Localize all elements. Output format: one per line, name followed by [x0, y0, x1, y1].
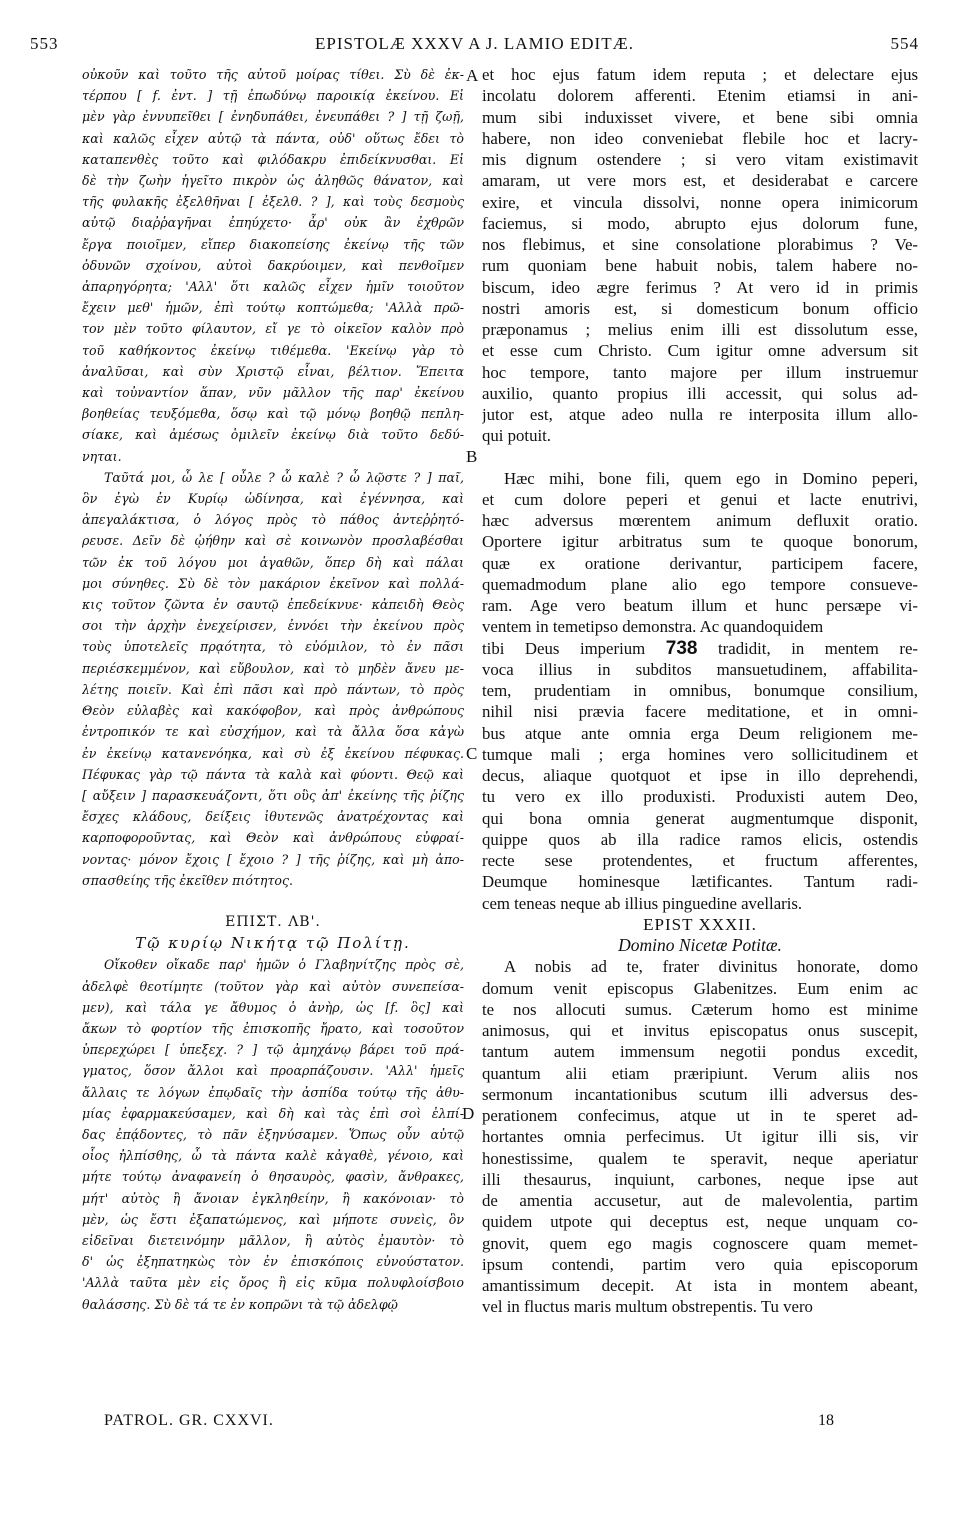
text-line: vel in fluctus maris multum obstrepentis. Tu vero: [482, 1297, 813, 1317]
text-line: τοῦ καθήκοντος ἐκείνῳ τιθέμεθα. 'Εκείνῳ γὰρ τὸ: [82, 342, 464, 358]
text-line: ἀναλῦσαι, καὶ σὺν Χριστῷ εἶναι, βέλτιον. Ἔπειτα: [82, 363, 464, 379]
text-line: hortantes omnia perfecimus. Ut igitur illi sis, vir: [482, 1127, 918, 1147]
section-marker-a: A: [466, 66, 479, 85]
line-text: tibi Deus imperium: [482, 638, 646, 658]
text-line: ἀδελφὲ θεοτίμητε (τοῦτον γὰρ καὶ αὐτὸν συνεπείσα-: [82, 978, 464, 994]
page-number-right: 554: [890, 34, 919, 53]
text-line: ρευσε. Δεῖν δὲ ᾠήθην καὶ σὲ κοινωνὸν προσλαβέσθαι: [82, 533, 464, 549]
latin-paragraph-2: [482, 468, 918, 638]
text-line: et esse cum Christo. Cum igitur omne adversum sit: [482, 341, 918, 361]
text-line: nostri amoris est, si domesticum bonum officio: [482, 298, 918, 318]
text-line: ἀπεγαλάκτισα, ὁ λόγος πρὸς τὸ πάθος ἀντεῤῥητό-: [82, 512, 464, 528]
text-line: rum quoniam bene habuit nobis, talem habere no-: [482, 256, 918, 276]
text-line: nos flebimus, et sine consolatione plorabimus ? Ve-: [482, 235, 918, 254]
text-line: τον μὲν τοῦτο φίλαυτον, εἴ γε τὸ οἰκεῖον καλὸν πρὸ: [82, 321, 464, 337]
text-line: ἀπαρηγόρητα; 'Αλλ' ὅτι καλῶς εἶχεν ἡμῖν τοιοῦτον: [82, 279, 464, 295]
text-line: οὐκοῦν καὶ τοῦτο τῆς αὐτοῦ μοίρας τίθει. Σὺ δὲ ἐκ-: [82, 67, 464, 82]
text-line: σοι τὴν ἀρχὴν ἐνεχείρισεν, ἐννόει τὴν ἐκείνου πρὸς: [82, 618, 464, 634]
page-number-left: 553: [30, 34, 59, 53]
text-line: cem teneas neque ab illius pinguedine avellaris.: [482, 893, 803, 913]
text-line: de amentia accusetur, aut de malevolentia, partim: [482, 1191, 918, 1210]
text-line: ὀδυνῶν σχοίνου, αὐτοὶ δακρύοιμεν, καὶ πενθοῖμεν: [82, 257, 464, 273]
latin-epistle-heading: EPIST XXXII.: [643, 914, 757, 934]
text-line: tem, prudentiam in omnibus, bonumque consilium,: [482, 681, 918, 700]
text-line: 'Αλλὰ ταῦτα μὲν εἰς ὄρος ἢ εἰς κῦμα πολυφλοίσβοιο: [82, 1275, 464, 1291]
text-line: et hoc ejus fatum idem reputa ; et delectare ejus: [482, 65, 918, 84]
greek-paragraph-1: [82, 64, 464, 467]
text-line: θαλάσσης. Σὺ δὲ τά τε ἐν κοπρῶνι τὰ τῷ ἀδελφῷ: [82, 1296, 398, 1312]
text-line: tantum autem immensum negotii pondus excedit,: [482, 1042, 918, 1062]
latin-column: [482, 64, 918, 1318]
text-line: perationem confecimus, atque ut in te speret ad-: [482, 1106, 918, 1125]
text-line: σπασθείης τῆς ἐκεῖθεν πιότητος.: [82, 872, 294, 888]
text-line: καὶ τοὐναντίον ἅπαν, νῦν μᾶλλον τῆς παρ' ἐκείνου: [82, 385, 464, 401]
text-line: domum venit episcopus Glabenitzes. Eum enim ac: [482, 978, 918, 998]
text-line: μεν), καὶ τάλα γε ἄθυμος ὁ ἀνὴρ, ὡς [f. ὃς] καὶ: [82, 999, 464, 1015]
text-line: te nos allocuti sumus. Cæterum homo est minime: [482, 999, 918, 1019]
greek-column: [82, 64, 464, 1315]
greek-paragraph-3: [82, 954, 464, 1314]
running-title: EPISTOLÆ XXXV A J. LAMIO EDITÆ.: [315, 34, 634, 53]
text-line: τοὺς ὑποτελεῖς πρᾳότητα, τὸ εὐόμιλον, τὸ ἐν πᾶσι: [82, 639, 464, 655]
spacer: [482, 447, 918, 468]
text-line: honestissime, qualem te speravit, neque aperiatur: [482, 1148, 918, 1168]
text-line: biscum, ideo ægre ferimus ? At vero id in primis: [482, 277, 918, 297]
text-line: et cum dolore peperi et genui et lacte enutrivi,: [482, 489, 918, 509]
text-line: tu vero ex illo produxisti. Produxisti autem Deo,: [482, 787, 918, 807]
text-line: καρποφοροῦντας, καὶ Θεὸν καὶ ἀνθρώπους εὐφραί-: [82, 830, 464, 846]
text-line: mis dignum ostendere ; si vero vitam existimavit: [482, 150, 918, 169]
text-line: amantissimum decepit. At ista in montem abeant,: [482, 1276, 918, 1295]
latin-addressee-heading: Domino Nicetæ Potitæ.: [618, 935, 782, 955]
text-line: νηται.: [82, 448, 122, 464]
text-line: exire, et vincula dissolvi, nonne opera inimicorum: [482, 192, 918, 212]
text-line: habere, non ideo conveniebat flebile hoc et lacry-: [482, 128, 918, 148]
text-line: incolatu dolorem afferenti. Etenim etiamsi in ani-: [482, 86, 918, 106]
text-line: ὃν ἐγὼ ἐν Κυρίῳ ὠδίνησα, καὶ ἐγέννησα, καὶ: [82, 491, 464, 507]
text-line: quæ ex oratione derivantur, participem facere,: [482, 553, 918, 573]
text-line: μήτε τούτῳ ἀναφανείη ὁ θησαυρὸς, φασὶν, ἄνθρακες,: [82, 1169, 464, 1185]
text-line: βοηθείας τευξόμεθα, ὅσῳ καὶ τῷ μόνῳ βοηθῷ πεπλη-: [82, 406, 464, 422]
text-line: ἔσχες κλάδους, δείξεις ἰθυτενῶς ἀνατρέχοντας καὶ: [82, 809, 464, 825]
text-line: τῶν ἐκ τοῦ λόγου μοι ἀγαθῶν, ὅπερ δὴ καὶ πάλαι: [82, 554, 464, 570]
text-line: quidem utpote qui deceptus est, neque unquam co-: [482, 1212, 918, 1232]
text-line: bus atque ante omnia erga Deum religionem me-: [482, 723, 918, 743]
text-line: ἄλλαις τε λόγων ἐπῳδαῖς τὴν ἀσπίδα τούτῳ τῆς ἀθυ-: [82, 1084, 464, 1100]
text-line: ram. Age vero beatum illum et hunc persæpe vi-: [482, 596, 918, 615]
text-line: ὑπερεχώρει [ ὑπεξεχ. ? ] τῷ ἀμηχάνῳ βάρει τοῦ πρά-: [82, 1042, 464, 1058]
text-line: νοντας· μόνον ἔχοις [ ἔχοιο ? ] τῆς ῥίζης, καὶ μὴ ἀπο-: [82, 851, 464, 867]
greek-paragraph-2: [82, 467, 464, 891]
text-line: ventem in temetipso demonstra. Ac quandoquidem: [482, 617, 824, 637]
text-line: qui bona omnia generat augmentumque disponit,: [482, 808, 918, 828]
text-line: τῆς φυλακῆς ἐξελθῆναι [ ἐξελθ. ? ], καὶ τοὺς δεσμοὺς: [82, 194, 464, 210]
text-line: λέτης ποιεῖν. Καὶ ἐπὶ πᾶσι καὶ πρὸ πάντων, τὸ πρὸς: [82, 681, 464, 697]
footer-page-number: 18: [818, 1412, 834, 1429]
section-marker-c: C: [466, 744, 478, 763]
text-line: ἔχειν μεθ' ἡμῶν, ἐπὶ τούτῳ κοπτώμεθα; 'Αλλὰ πρῶ-: [82, 300, 464, 316]
text-line: recte sese protendentes, et fructum afferentes,: [482, 851, 918, 870]
text-line: εἰδεῖναι διετεινόμην μᾶλλον, ἢ αὐτὸς ἐμαυτὸν· τὸ: [82, 1232, 464, 1248]
text-line: Ταῦτά μοι, ὦ λε [ οὖλε ? ὦ καλὲ ? ὦ λῷστε ? ] παῖ,: [104, 469, 464, 485]
text-line: μὲν, ὡς ἔστι ἐξαπατώμενος, καὶ μήποτε συνεὶς, ὃν: [82, 1211, 464, 1227]
text-line: mum sibi induxisset vivere, et bene sibi omnia: [482, 107, 918, 127]
text-line: περιέσκεμμένον, καὶ εὔβουλον, καὶ τὸ μηδὲν ἄνευ με-: [82, 660, 464, 676]
text-line: δας ἐπᾴδοντες, τὸ πᾶν ἐξηνύσαμεν. Ὅπως οὖν αὐτῷ: [82, 1126, 464, 1142]
text-line: Oportere igitur arbitratus sum te quoque bonorum,: [482, 532, 918, 552]
latin-line-with-column-number: [482, 638, 918, 659]
text-line: hæc adversus mœrentem animum defluxit oratio.: [482, 511, 918, 530]
text-line: κις τοῦτον ζῶντα ἐν σαυτῷ ἐπεδείκνυε· κἀπειδὴ Θεὸς: [82, 597, 464, 613]
text-line: μήτ' αὐτὸς ἢ ἄνοιαν ἐγκληθείην, ἢ κακόνοιαν· τὸ: [82, 1190, 464, 1206]
text-line: nihil nisi prævia facere meditatione, et in omni-: [482, 702, 918, 722]
text-line: quemadmodum plane alio ego tempore consueve-: [482, 574, 918, 594]
text-line: μοι σύνηθες. Σὺ δὲ τὸν μακάριον ἐκεῖνον καὶ πολλά-: [82, 575, 464, 591]
text-line: σίακε, καὶ ἀμέσως ὁμιλεῖν ἐκείνῳ διὰ τοῦτο δεδύ-: [82, 427, 464, 443]
text-line: illi thesaurus, inquiunt, carbones, neque ipse aut: [482, 1169, 918, 1189]
greek-addressee-heading: Τῷ κυρίῳ Νικήτᾳ τῷ Πολίτῃ.: [135, 934, 411, 953]
text-line: οἷος ἠλπίσθης, ὦ τὰ πάντα καλὲ κἀγαθὲ, γένοιο, καὶ: [82, 1148, 464, 1164]
text-line: καὶ καλῶς εἶχεν αὐτῷ τὰ πάντα, οὐδ' οὕτως ἔδει τὸ: [82, 130, 464, 146]
text-line: præponamus ; melius enim illi est dissolutum esse,: [482, 320, 918, 339]
latin-paragraph-3: [482, 956, 918, 1317]
text-line: γματος, ὅσον ἄλλοι καὶ προαρπάζουσιν. 'Αλλ' ἡμεῖς: [82, 1063, 464, 1079]
text-line: [ αὔξειν ] παρασκευάζοντι, ὅτι οὓς ἀπ' ἐκείνης τῆς ῥίζης: [82, 787, 464, 803]
text-line: τέρπου [ f. ἐντ. ] τῇ ἐπωδύνῳ παροικίᾳ ἐκείνου. Εἰ: [82, 88, 464, 104]
text-line: Hæc mihi, bone fili, quem ego in Domino peperi,: [504, 468, 918, 488]
text-line: gnovit, quem ego magis cognoscere quam memet-: [482, 1233, 918, 1253]
text-line: Θεὸν εὐλαβὲς καὶ κακόφοβον, καὶ πρὸς ἀνθρώπους: [82, 703, 464, 719]
page-header: [30, 34, 919, 60]
text-line: δὲ τὴν ζωὴν ἡγεῖτο πικρὸν ὡς ἀληθῶς θάνατον, καὶ: [82, 173, 464, 189]
latin-paragraph-1: [482, 64, 918, 447]
footer-series: PATROL. GR. CXXVI.: [104, 1412, 274, 1429]
text-line: Πέφυκας γὰρ τῷ πάντα τὰ καλὰ καὶ φύοντι. Θεῷ καὶ: [82, 766, 464, 782]
text-line: Οἴκοθεν οἴκαδε παρ' ἡμῶν ὁ Γλαβηνίτζης πρὸς σὲ,: [104, 957, 464, 973]
text-line: tumque mali ; erga homines vero sollicitudinem et: [482, 744, 918, 764]
spacer: [82, 891, 464, 912]
text-line: quippe quos ab illa radice ramos elicis, ostendis: [482, 829, 918, 849]
text-line: decus, aliaque quotquot et ipse in illo deprehendi,: [482, 766, 918, 785]
text-line: αὐτῷ διαῤῥαγῆναι ἐπηύχετο· ἆρ' οὐκ ἂν ἐχθρῶν: [82, 215, 464, 231]
text-line: qui potuit.: [482, 426, 551, 446]
line-text: tradidit, in mentem re-: [718, 638, 918, 658]
section-marker-b: B: [466, 447, 478, 466]
text-line: Deumque hominesque lætificantes. Tantum radi-: [482, 872, 918, 892]
column-number: 738: [665, 637, 698, 659]
text-line: A nobis ad te, frater divinitus honorate, domo: [504, 957, 918, 977]
latin-paragraph-2-rest: [482, 659, 918, 914]
text-line: ἄκων τὸ φορτίον τῆς ἐπισκοπῆς ἤρατο, καὶ τοσοῦτον: [82, 1020, 464, 1036]
text-line: voca illius in subditos mansuetudinem, affabilita-: [482, 659, 918, 679]
text-line: quantum alii etiam præripiunt. Verum aliis nos: [482, 1063, 918, 1083]
text-line: sermonum incantationibus scutum illi adversus des-: [482, 1084, 918, 1104]
section-marker-d: D: [462, 1104, 475, 1123]
text-line: δ' ὡς ἐξηπατηκὼς τὸν ἐν ἐπισκόποις εὐνούστατον.: [82, 1254, 464, 1270]
text-line: μὲν γὰρ ἐννυπεῖθει [ ἐνηδυπάθει, ἐνευπάθει ? ] τῇ ζωῇ,: [82, 109, 464, 125]
text-line: jutor est, atque adeo nulla re interposita illum allo-: [482, 405, 918, 424]
text-line: ipsum contendi, partim vero quia episcoporum: [482, 1254, 918, 1274]
greek-epistle-heading: ΕΠΙΣΤ. ΛΒ'.: [225, 913, 321, 930]
text-line: ἔργα ποιοῖμεν, εἴπερ διακοπείσης ἐκείνῳ τῆς τῶν: [82, 236, 464, 252]
text-line: καταπενθὲς τοῦτο καὶ φιλόδακρυ ἐπιδείκνυσθαι. Εἰ: [82, 151, 464, 167]
text-line: auxilio, quanto propius illi accessit, qui solus ad-: [482, 383, 918, 403]
text-line: animosus, qui et invitus episcopatus onus suscepit,: [482, 1021, 918, 1040]
text-line: amaram, ut vere mors est, et desiderabat e carcere: [482, 171, 918, 191]
text-line: ἐντροπικόν τε καὶ εὐσχήμον, καὶ τὰ ἄλλα ὅσα κἀγὼ: [82, 724, 464, 740]
text-line: hoc tempore, tanto majore per illum instruemur: [482, 362, 918, 382]
text-line: ἐν ἐκείνῳ κατανενόηκα, καὶ σὺ ἐξ ἐκείνου πέφυκας.: [82, 745, 464, 761]
text-line: faciemus, si modo, abrupto ejus dolorum fune,: [482, 213, 918, 233]
text-line: μίας ἐφαρμακεύσαμεν, καὶ δὴ καὶ τὰς ἐπὶ σοὶ ἐλπί-: [82, 1105, 464, 1121]
